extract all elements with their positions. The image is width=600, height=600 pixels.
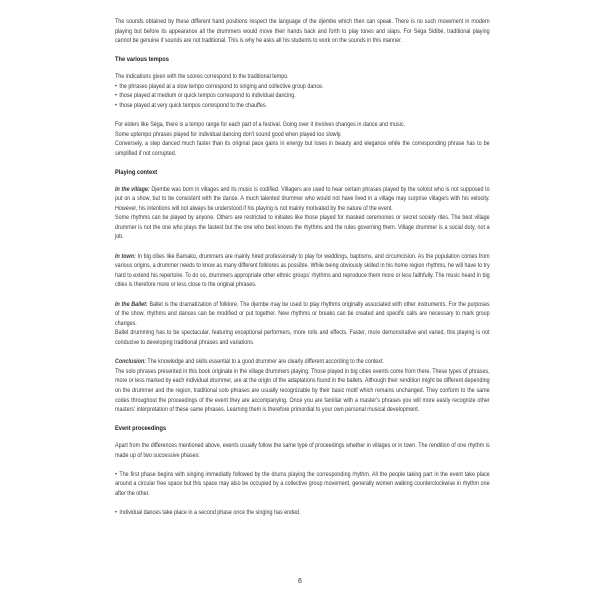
ballet-label: In the Ballet: [115,300,148,308]
tempos-paragraph: For elders like Séga, there is a tempo range for each part of a festival. Going over it involves changes in dance and music. [115,120,406,128]
ballet-paragraph [115,300,490,329]
village-paragraph [115,185,490,214]
events-paragraph: Apart from the differences mentioned above, events usually follow the same type of proceedings whether in villages or in town. The rendition of one rhythm is made up of two successive phases: [115,441,490,459]
ballet-text: Ballet is the dramatization of folklore. The djembe may be used to play rhythms originally associated with other instruments. For the purposes of the show, rhythms and dances can be modified or put together. New rhythms or breaks can be created and specific calls are necessary to mark group changes. [115,300,490,327]
conclusion-label: Conclusion: [115,358,147,366]
tempos-paragraph: Some uptempo phrases played for individual dancing don't sound good when played too slowly. [115,130,342,138]
village-paragraph-2: Some rhythms can be played by anyone. Others are restricted to initiates like those played for masked ceremonies or secret society rites. The best village drummer is not the one who plays the fastest but the one who best knows the rhythms and the rules governing them. Village drummer is a social duty, not a job. [115,214,490,241]
town-paragraph [115,252,490,290]
events-bullet: • The first phase begins with singing immediatly followed by the drums playing the corresponding rhythm. All the people taking part in the event take place around a circular free space but this space may also be occupied by a collective group movement, generally women walking counterclockwise in rhythm one after the other. [115,470,490,499]
ballet-paragraph-2: Ballet drumming has to be spectacular, featuring exceptional performers, more rolls and effects. Faster, more demonstrative and varied, this playing is not conducive to developing traditional phrases and variations. [115,329,490,346]
town-label: In town: [115,252,136,260]
tempos-paragraph: Conversely, a step danced much faster than its original pace gains in energy but loses in beauty and elegance while the corresponding phrase has to be simplified if not corrupted. [115,140,490,157]
document-page [115,17,490,518]
tempo-bullet: • those played at very quick tempos correspond to the chauffes. [115,101,490,111]
heading-event-proceedings: Event proceedings [115,425,167,433]
conclusion-text: The knowledge and skills essential to a good drummer are clearly different according to the context. [147,358,384,366]
tempo-bullet: • those played at medium or quick tempos correspond to individual dancing. [115,91,490,101]
heading-various-tempos: The various tempos [115,56,169,64]
conclusion-paragraph [115,357,490,367]
tempo-bullet: • the phrases played at a slow tempo correspond to singing and collective group dance. [115,82,490,92]
conclusion-paragraph-2: The solo phrases presented in this book originate in the village drummers playing. Those played in big cities events come from there. These types of phrases, more or less marked by each individual drummer, are at the origin of the adaptations found in the ballets. Although their rendition might be different depending on the drummer and the region, traditional solo phrases are usually recognizable by their basic motif which remains unchanged. They conform to the same codes throughout the proceedings of the event they are accompanying. Once you are familiar with a master's phrases you will more easily recognize other masters' interpretation of these same phrases. Learning them is therefore primordial to your own personal musical development. [115,367,490,414]
town-text: In big cities like Bamako, drummers are mainly hired professionaly to play for weddings, baptisms, and circumcision. As the population comes from various origins, a drummer needs to know as many different folklores as possible. While being obviously skilled in his home region rhythms, he will have to try hard to extend his repertoire. To do so, drummers appropriate other ethnic groups' rhythms and reproduce them more or less faithfully. The music heard in big cities is therefore more or less close to the original phrases. [115,252,490,289]
tempos-lead: The indications given with the scores correspond to the traditional tempo. [115,72,289,80]
page-number: 6 [298,578,302,585]
events-bullet: • Individual dances take place in a second phase once the singing has ended. [115,508,490,518]
village-text: Djembe was born in villages and its music is codified. Villagers are used to hear certain phrases played by the soloist who is not supposed to put on a show, but to be consistent with the dance. A much talented drummer who would not have lived in a village may surprise villagers with his velocity. However, his intentions will not always be understood if his playing is not mainly motivated by the nature of the event. [115,185,490,212]
intro-paragraph: The sounds obtained by these different hand positions respect the language of the djembe which then can speak. There is no such movement in modern playing but before its appearance all the drummers would move their hands back and forth to play tones and slaps. For Séga Sidibé, traditional playing cannot be genuine if sounds are not traditional. This is why he asks all his students to work on the sounds in this manner. [115,18,490,45]
village-label: In the village: [115,185,150,193]
heading-playing-context: Playing context [115,168,158,176]
